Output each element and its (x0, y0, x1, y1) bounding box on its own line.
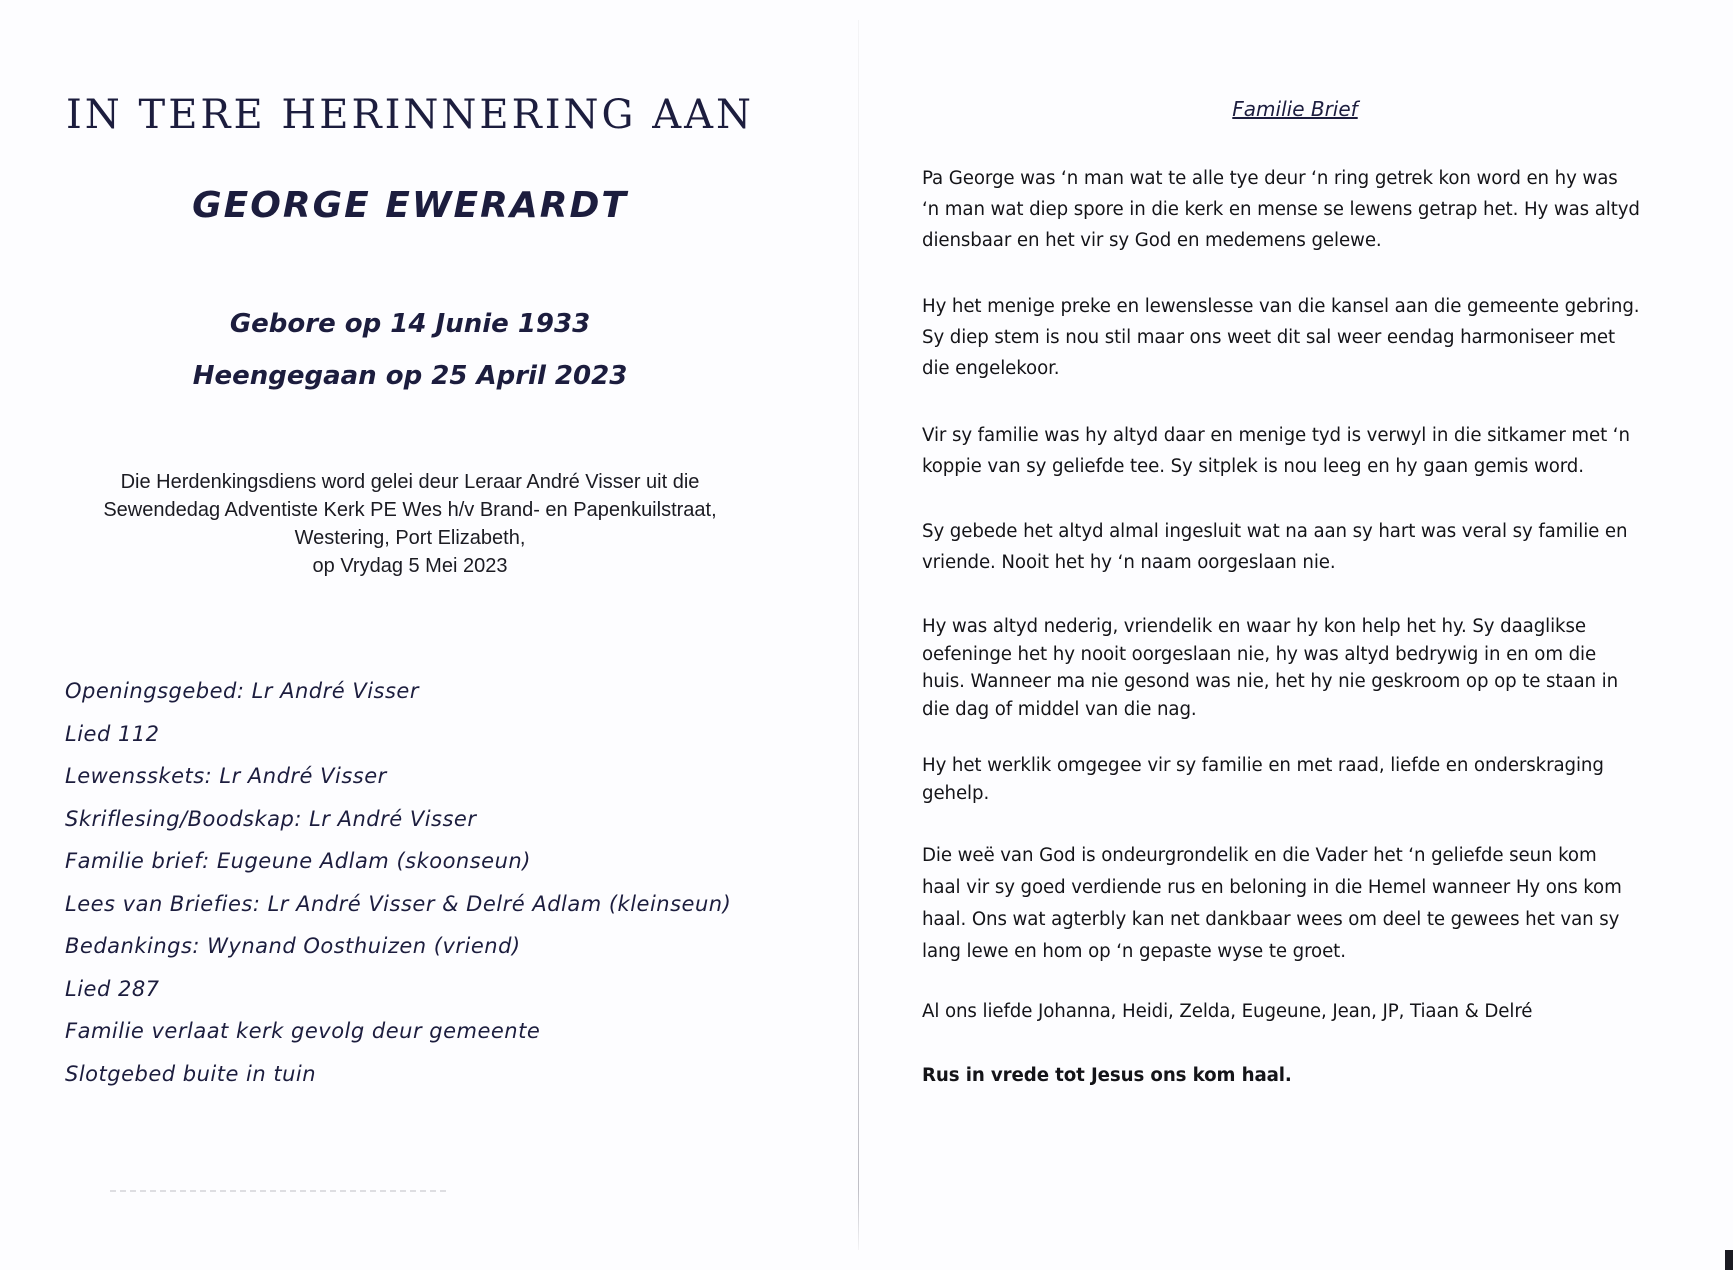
life-dates (0, 302, 820, 406)
service-line: op Vrydag 5 Mei 2023 (312, 555, 508, 577)
program-item: Bedankings: Wynand Oosthuizen (vriend) (65, 934, 521, 958)
letter-paragraph (922, 840, 1682, 968)
birth-date: Gebore op 14 Junie 1933 (229, 309, 591, 339)
letter-title: Familie Brief (1232, 97, 1358, 121)
letter-line: haal vir sy goed verdiende rus en beloning in die Hemel wanneer Hy ons kom (922, 877, 1622, 898)
letter-line: Sy diep stem is nou stil maar ons weet dit sal weer eendag harmoniseer met (922, 327, 1616, 348)
closing-text: Rus in vrede tot Jesus ons kom haal. (922, 1065, 1292, 1086)
program-item: Lees van Briefies: Lr André Visser & Delré Adlam (kleinseun) (65, 891, 732, 916)
program-item: Familie brief: Eugeune Adlam (skoonseun) (65, 849, 531, 873)
letter-line: Hy het menige preke en lewenslesse van die kansel aan die gemeente gebring. (922, 296, 1640, 317)
right-page (900, 0, 1680, 1270)
letter-paragraph (922, 163, 1682, 256)
letter-line: vriende. Nooit het hy ‘n naam oorgeslaan nie. (922, 552, 1336, 573)
letter-line: ‘n man wat diep spore in die kerk en mense se lewens getrap het. Hy was altyd (922, 199, 1640, 220)
letter-line: Hy het werklik omgegee vir sy familie en met raad, liefde en onderskraging (922, 755, 1604, 776)
service-program (65, 670, 845, 1095)
letter-line: Pa George was ‘n man wat te alle tye deur ‘n ring getrek kon word en hy was (922, 168, 1618, 189)
scan-edge-mark (1725, 1250, 1733, 1270)
letter-line: Al ons liefde Johanna, Heidi, Zelda, Eugeune, Jean, JP, Tiaan & Delré (922, 1001, 1533, 1022)
letter-paragraph (922, 291, 1682, 384)
letter-line: Die weë van God is ondeurgrondelik en die Vader het ‘n geliefde seun kom (922, 845, 1597, 866)
letter-line: die dag of middel van die nag. (922, 698, 1197, 720)
letter-paragraph (922, 613, 1682, 723)
closing-line (922, 1062, 1682, 1090)
program-item: Familie verlaat kerk gevolg deur gemeente (65, 1019, 541, 1043)
letter-line: Sy gebede het altyd almal ingesluit wat na aan sy hart was veral sy familie en (922, 521, 1628, 542)
program-item: Openingsgebed: Lr André Visser (65, 679, 419, 703)
letter-line: Vir sy familie was hy altyd daar en menige tyd is verwyl in die sitkamer met ‘n (922, 425, 1630, 446)
letter-paragraph (922, 420, 1682, 482)
letter-line: lang lewe en hom op ‘n gepaste wyse te groet. (922, 941, 1346, 962)
letter-line: die engelekoor. (922, 358, 1060, 379)
program-item: Lied 112 (65, 721, 160, 746)
service-line: Die Herdenkingsdiens word gelei deur Leraar André Visser uit die (120, 471, 700, 493)
letter-line: koppie van sy geliefde tee. Sy sitplek is nou leeg en hy gaan gemis word. (922, 456, 1584, 477)
letter-paragraph (922, 752, 1682, 807)
service-line: Sewendedag Adventiste Kerk PE Wes h/v Brand- en Papenkuilstraat, (103, 499, 717, 521)
letter-line: diensbaar en het vir sy God en medemens gelewe. (922, 230, 1382, 251)
letter-line: Hy was altyd nederig, vriendelik en waar hy kon help het hy. Sy daaglikse (922, 616, 1586, 637)
program-item: Lied 287 (65, 976, 160, 1001)
memorial-heading: IN TERE HERINNERING AAN (66, 92, 754, 138)
letter-line: huis. Wanneer ma nie gesond was nie, het hy nie geskroom op op te staan in (922, 671, 1619, 692)
letter-line: oefeninge het hy nooit oorgeslaan nie, hy was altyd bedrywig in en om die (922, 643, 1597, 665)
family-signoff (922, 998, 1682, 1026)
program-item: Skriflesing/Boodskap: Lr André Visser (65, 806, 477, 831)
passing-date: Heengegaan op 25 April 2023 (192, 361, 628, 391)
service-details (20, 468, 800, 580)
letter-paragraph (922, 516, 1682, 578)
left-page (0, 0, 858, 1270)
service-line: Westering, Port Elizabeth, (294, 527, 526, 549)
letter-line: haal. Ons wat agterbly kan net dankbaar wees om deel te gewees het van sy (922, 909, 1620, 930)
program-item: Lewensskets: Lr André Visser (65, 764, 387, 788)
deceased-name: GEORGE EWERARDT (192, 185, 628, 226)
page-fold-line (858, 20, 859, 1250)
program-item: Slotgebed buite in tuin (65, 1061, 317, 1086)
letter-line: gehelp. (922, 782, 990, 804)
